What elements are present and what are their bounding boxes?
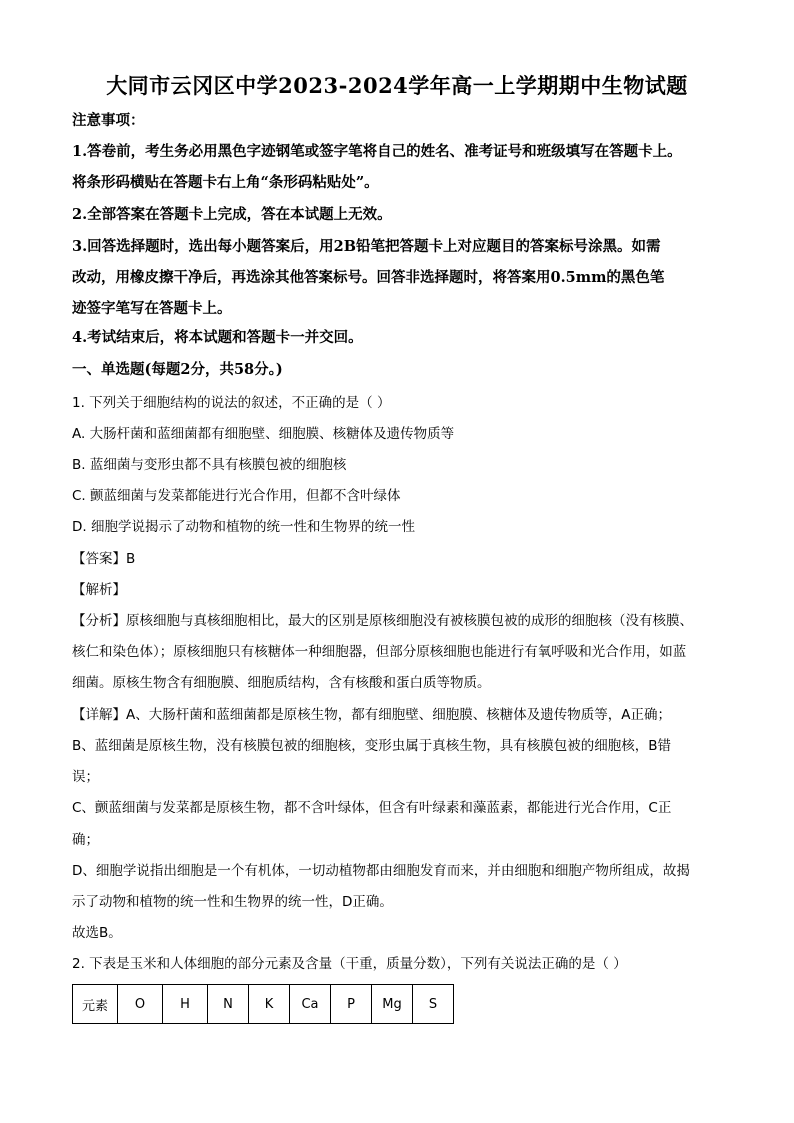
element-table — [72, 984, 454, 1024]
analysis-line: 核仁和染色体）；原核细胞只有核糖体一种细胞器，但部分原核细胞也能进行有氧呼吸和光合作用，如蓝 — [72, 644, 687, 660]
analysis-line: 【分析】原核细胞与真核细胞相比，最大的区别是原核细胞没有被核膜包被的成形的细胞核（没有核膜、 — [72, 613, 693, 629]
notice-line: 迹签字笔写在答题卡上。 — [72, 300, 232, 317]
section-heading: 一、单选题(每题2分，共58分。) — [72, 361, 283, 378]
notice-line: 2.全部答案在答题卡上完成，答在本试题上无效。 — [72, 206, 392, 223]
analysis-line: C、颤蓝细菌与发菜都是原核生物，都不含叶绿体，但含有叶绿素和藻蓝素，都能进行光合作用，C正 — [72, 800, 672, 816]
analysis-label: 【解析】 — [72, 582, 126, 598]
analysis-line: 误； — [72, 769, 99, 785]
question-stem: 2. 下表是玉米和人体细胞的部分元素及含量（干重，质量分数），下列有关说法正确的是（ ） — [72, 956, 627, 972]
analysis-line: 故选B。 — [72, 925, 122, 941]
option-a: A. 大肠杆菌和蓝细菌都有细胞壁、细胞膜、核糖体及遗传物质等 — [72, 426, 455, 442]
analysis-line: 确； — [72, 832, 99, 848]
notice-line: 将条形码横贴在答题卡右上角“条形码粘贴处”。 — [72, 174, 379, 191]
table-cell: Mg — [372, 985, 413, 1024]
analysis-line: 细菌。原核生物含有细胞膜、细胞质结构，含有核酸和蛋白质等物质。 — [72, 675, 491, 691]
analysis-line: 【详解】A、大肠杆菌和蓝细菌都是原核生物，都有细胞壁、细胞膜、核糖体及遗传物质等，A正确； — [72, 707, 671, 723]
table-cell: P — [331, 985, 372, 1024]
table-cell: O — [118, 985, 163, 1024]
table-cell: H — [163, 985, 208, 1024]
analysis-line: B、蓝细菌是原核生物，没有核膜包被的细胞核，变形虫属于真核生物，具有核膜包被的细胞核，B错 — [72, 738, 672, 754]
notice-line: 3.回答选择题时，选出每小题答案后，用2B铅笔把答题卡上对应题目的答案标号涂黑。如需 — [72, 238, 661, 255]
option-d: D. 细胞学说揭示了动物和植物的统一性和生物界的统一性 — [72, 519, 415, 535]
notice-heading: 注意事项： — [72, 112, 145, 129]
table-cell: N — [208, 985, 249, 1024]
answer-label: 【答案】B — [72, 551, 136, 567]
notice-line: 4.考试结束后，将本试题和答题卡一并交回。 — [72, 329, 363, 346]
table-cell: Ca — [290, 985, 331, 1024]
table-row — [73, 985, 454, 1024]
notice-line: 改动，用橡皮擦干净后，再选涂其他答案标号。回答非选择题时，将答案用0.5mm的黑色笔 — [72, 269, 665, 286]
table-cell: 元素 — [73, 985, 118, 1024]
analysis-line: D、细胞学说指出细胞是一个有机体，一切动植物都由细胞发育而来，并由细胞和细胞产物所组成，故揭 — [72, 863, 690, 879]
table-cell: S — [413, 985, 454, 1024]
analysis-line: 示了动物和植物的统一性和生物界的统一性，D正确。 — [72, 894, 393, 910]
page-title: 大同市云冈区中学2023-2024学年高一上学期期中生物试题 — [106, 73, 688, 98]
option-b: B. 蓝细菌与变形虫都不具有核膜包被的细胞核 — [72, 457, 347, 473]
notice-line: 1.答卷前，考生务必用黑色字迹钢笔或签字笔将自己的姓名、准考证号和班级填写在答题卡上。 — [72, 143, 682, 160]
table-cell: K — [249, 985, 290, 1024]
question-stem: 1. 下列关于细胞结构的说法的叙述，不正确的是（ ） — [72, 395, 391, 411]
option-c: C. 颤蓝细菌与发菜都能进行光合作用，但都不含叶绿体 — [72, 488, 401, 504]
